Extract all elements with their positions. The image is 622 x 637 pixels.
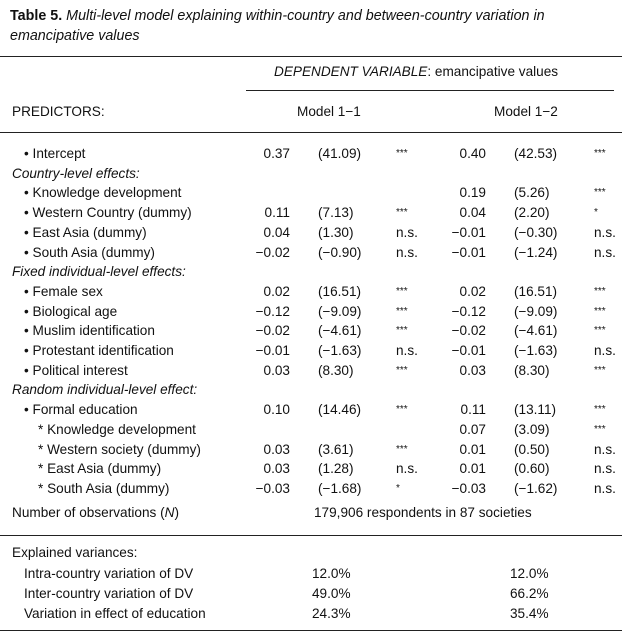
predictor-label: • Formal education [24,402,138,417]
model-1-1-significance: *** [396,404,408,415]
model-1-1-t-value: (−9.09) [318,304,362,319]
predictor-label: • Political interest [24,363,128,378]
model-1-2-significance: n.s. [594,343,616,358]
variance-model-1-2: 66.2% [510,586,549,601]
model-1-2-significance: n.s. [594,442,616,457]
model-1-2-coefficient: 0.07 [459,422,486,437]
predictor-label: • Biological age [24,304,118,319]
model-1-2-significance: *** [594,365,606,376]
explained-variances-title: Explained variances: [12,545,138,560]
model-1-1-significance: *** [396,207,408,218]
header-rule [0,132,622,133]
model-1-2-coefficient: −0.02 [451,323,486,338]
section-heading: Fixed individual-level effects: [12,264,186,279]
variance-model-1-2: 12.0% [510,566,549,581]
variance-model-1-1: 24.3% [312,606,351,621]
variance-model-1-2: 35.4% [510,606,549,621]
model-1-1-t-value: (−4.61) [318,323,362,338]
model-1-1-t-value: (41.09) [318,146,362,161]
section-heading: Random individual-level effect: [12,382,198,397]
model-1-2-t-value: (−1.62) [514,481,558,496]
model-1-2-significance: *** [594,424,606,435]
model-1-1-significance: n.s. [396,245,418,260]
model-1-2-coefficient: 0.04 [459,205,486,220]
predictor-label: * East Asia (dummy) [38,461,162,476]
model-1-2-significance: *** [594,325,606,336]
model-1-2-coefficient: −0.01 [451,245,486,260]
model-1-1-t-value: (−0.90) [318,245,362,260]
model-1-2-significance: n.s. [594,461,616,476]
model-1-2-t-value: (3.09) [514,422,550,437]
dependent-variable-prefix: DEPENDENT VARIABLE [274,64,428,79]
table-title: Multi-level model explaining within-country and between-country variation in emancipative values [10,8,545,44]
model-1-2-t-value: (−1.24) [514,245,558,260]
table-caption [10,6,614,46]
model-1-2-coefficient: −0.12 [451,304,486,319]
observations-value: 179,906 respondents in 87 societies [314,505,532,520]
dependent-variable-name: : emancipative values [427,64,559,79]
model-1-2-t-value: (−0.30) [514,225,558,240]
model-1-2-coefficient: 0.02 [459,284,486,299]
predictor-label: * South Asia (dummy) [38,481,170,496]
model-1-1-coefficient: −0.12 [255,304,290,319]
model-1-1-significance: *** [396,444,408,455]
model-1-2-t-value: (2.20) [514,205,550,220]
variance-label: Variation in effect of education [24,606,206,621]
predictor-label: • Muslim identification [24,323,155,338]
model-1-2-t-value: (8.30) [514,363,550,378]
model-1-2-header: Model 1−2 [494,104,558,119]
observations-label: Number of observations (N) [12,505,179,520]
model-1-2-t-value: (5.26) [514,185,550,200]
model-1-1-coefficient: −0.02 [255,245,290,260]
model-1-2-coefficient: −0.01 [451,343,486,358]
model-1-1-coefficient: 0.11 [264,205,290,220]
model-1-1-t-value: (8.30) [318,363,354,378]
model-1-2-t-value: (16.51) [514,284,558,299]
predictor-label: • Western Country (dummy) [24,205,192,220]
section-heading: Country-level effects: [12,166,140,181]
predictor-label: • Knowledge development [24,185,182,200]
model-1-2-significance: *** [594,148,606,159]
model-1-1-coefficient: 0.03 [263,461,290,476]
model-1-1-significance: n.s. [396,461,418,476]
model-1-2-t-value: (0.60) [514,461,550,476]
predictor-label: * Knowledge development [38,422,196,437]
model-1-1-t-value: (14.46) [318,402,362,417]
model-1-2-significance: *** [594,286,606,297]
predictor-label: • East Asia (dummy) [24,225,147,240]
model-1-2-coefficient: 0.01 [459,461,486,476]
predictor-label: • Intercept [24,146,86,161]
model-1-1-t-value: (−1.63) [318,343,362,358]
dependent-variable-rule [246,90,614,91]
model-1-2-coefficient: −0.03 [451,481,486,496]
model-1-1-t-value: (16.51) [318,284,362,299]
predictor-label: • Female sex [24,284,103,299]
model-1-1-significance: *** [396,148,408,159]
variance-model-1-1: 49.0% [312,586,351,601]
model-1-1-coefficient: 0.10 [263,402,290,417]
dependent-variable-heading [274,64,558,79]
model-1-1-coefficient: 0.02 [263,284,290,299]
model-1-2-significance: *** [594,187,606,198]
model-1-1-significance: n.s. [396,225,418,240]
model-1-1-coefficient: 0.03 [263,442,290,457]
model-1-2-coefficient: 0.03 [459,363,486,378]
model-1-1-significance: *** [396,306,408,317]
model-1-2-significance: *** [594,404,606,415]
model-1-2-t-value: (−4.61) [514,323,558,338]
model-1-1-t-value: (7.13) [318,205,354,220]
model-1-1-coefficient: 0.37 [263,146,290,161]
predictor-label: • Protestant identification [24,343,174,358]
model-1-1-t-value: (1.30) [318,225,354,240]
model-1-1-significance: n.s. [396,343,418,358]
variance-label: Inter-country variation of DV [24,586,194,601]
model-1-2-coefficient: 0.11 [460,402,486,417]
model-1-1-significance: *** [396,286,408,297]
model-1-2-t-value: (42.53) [514,146,558,161]
model-1-1-header: Model 1−1 [297,104,361,119]
variance-label: Intra-country variation of DV [24,566,194,581]
model-1-2-coefficient: 0.01 [459,442,486,457]
model-1-2-significance: *** [594,306,606,317]
top-rule [0,56,622,57]
predictor-label: * Western society (dummy) [38,442,201,457]
table-label: Table 5. [10,8,63,24]
model-1-2-t-value: (−9.09) [514,304,558,319]
model-1-2-coefficient: −0.01 [451,225,486,240]
model-1-2-coefficient: 0.40 [459,146,486,161]
model-1-2-coefficient: 0.19 [459,185,486,200]
model-1-1-coefficient: −0.03 [255,481,290,496]
model-1-2-t-value: (−1.63) [514,343,558,358]
bottom-rule [0,630,622,631]
variance-model-1-1: 12.0% [312,566,351,581]
model-1-1-coefficient: 0.03 [263,363,290,378]
observations-rule [0,535,622,536]
model-1-2-significance: n.s. [594,481,616,496]
model-1-1-coefficient: −0.01 [255,343,290,358]
model-1-2-significance: n.s. [594,245,616,260]
model-1-1-t-value: (1.28) [318,461,354,476]
model-1-1-t-value: (3.61) [318,442,354,457]
model-1-1-coefficient: 0.04 [263,225,290,240]
model-1-1-significance: *** [396,325,408,336]
predictors-header: PREDICTORS: [12,104,105,119]
predictor-label: • South Asia (dummy) [24,245,155,260]
model-1-2-t-value: (0.50) [514,442,550,457]
model-1-1-coefficient: −0.02 [255,323,290,338]
model-1-2-significance: * [594,207,598,218]
model-1-2-significance: n.s. [594,225,616,240]
model-1-1-significance: * [396,483,400,494]
model-1-1-significance: *** [396,365,408,376]
model-1-1-t-value: (−1.68) [318,481,362,496]
model-1-2-t-value: (13.11) [514,402,557,417]
